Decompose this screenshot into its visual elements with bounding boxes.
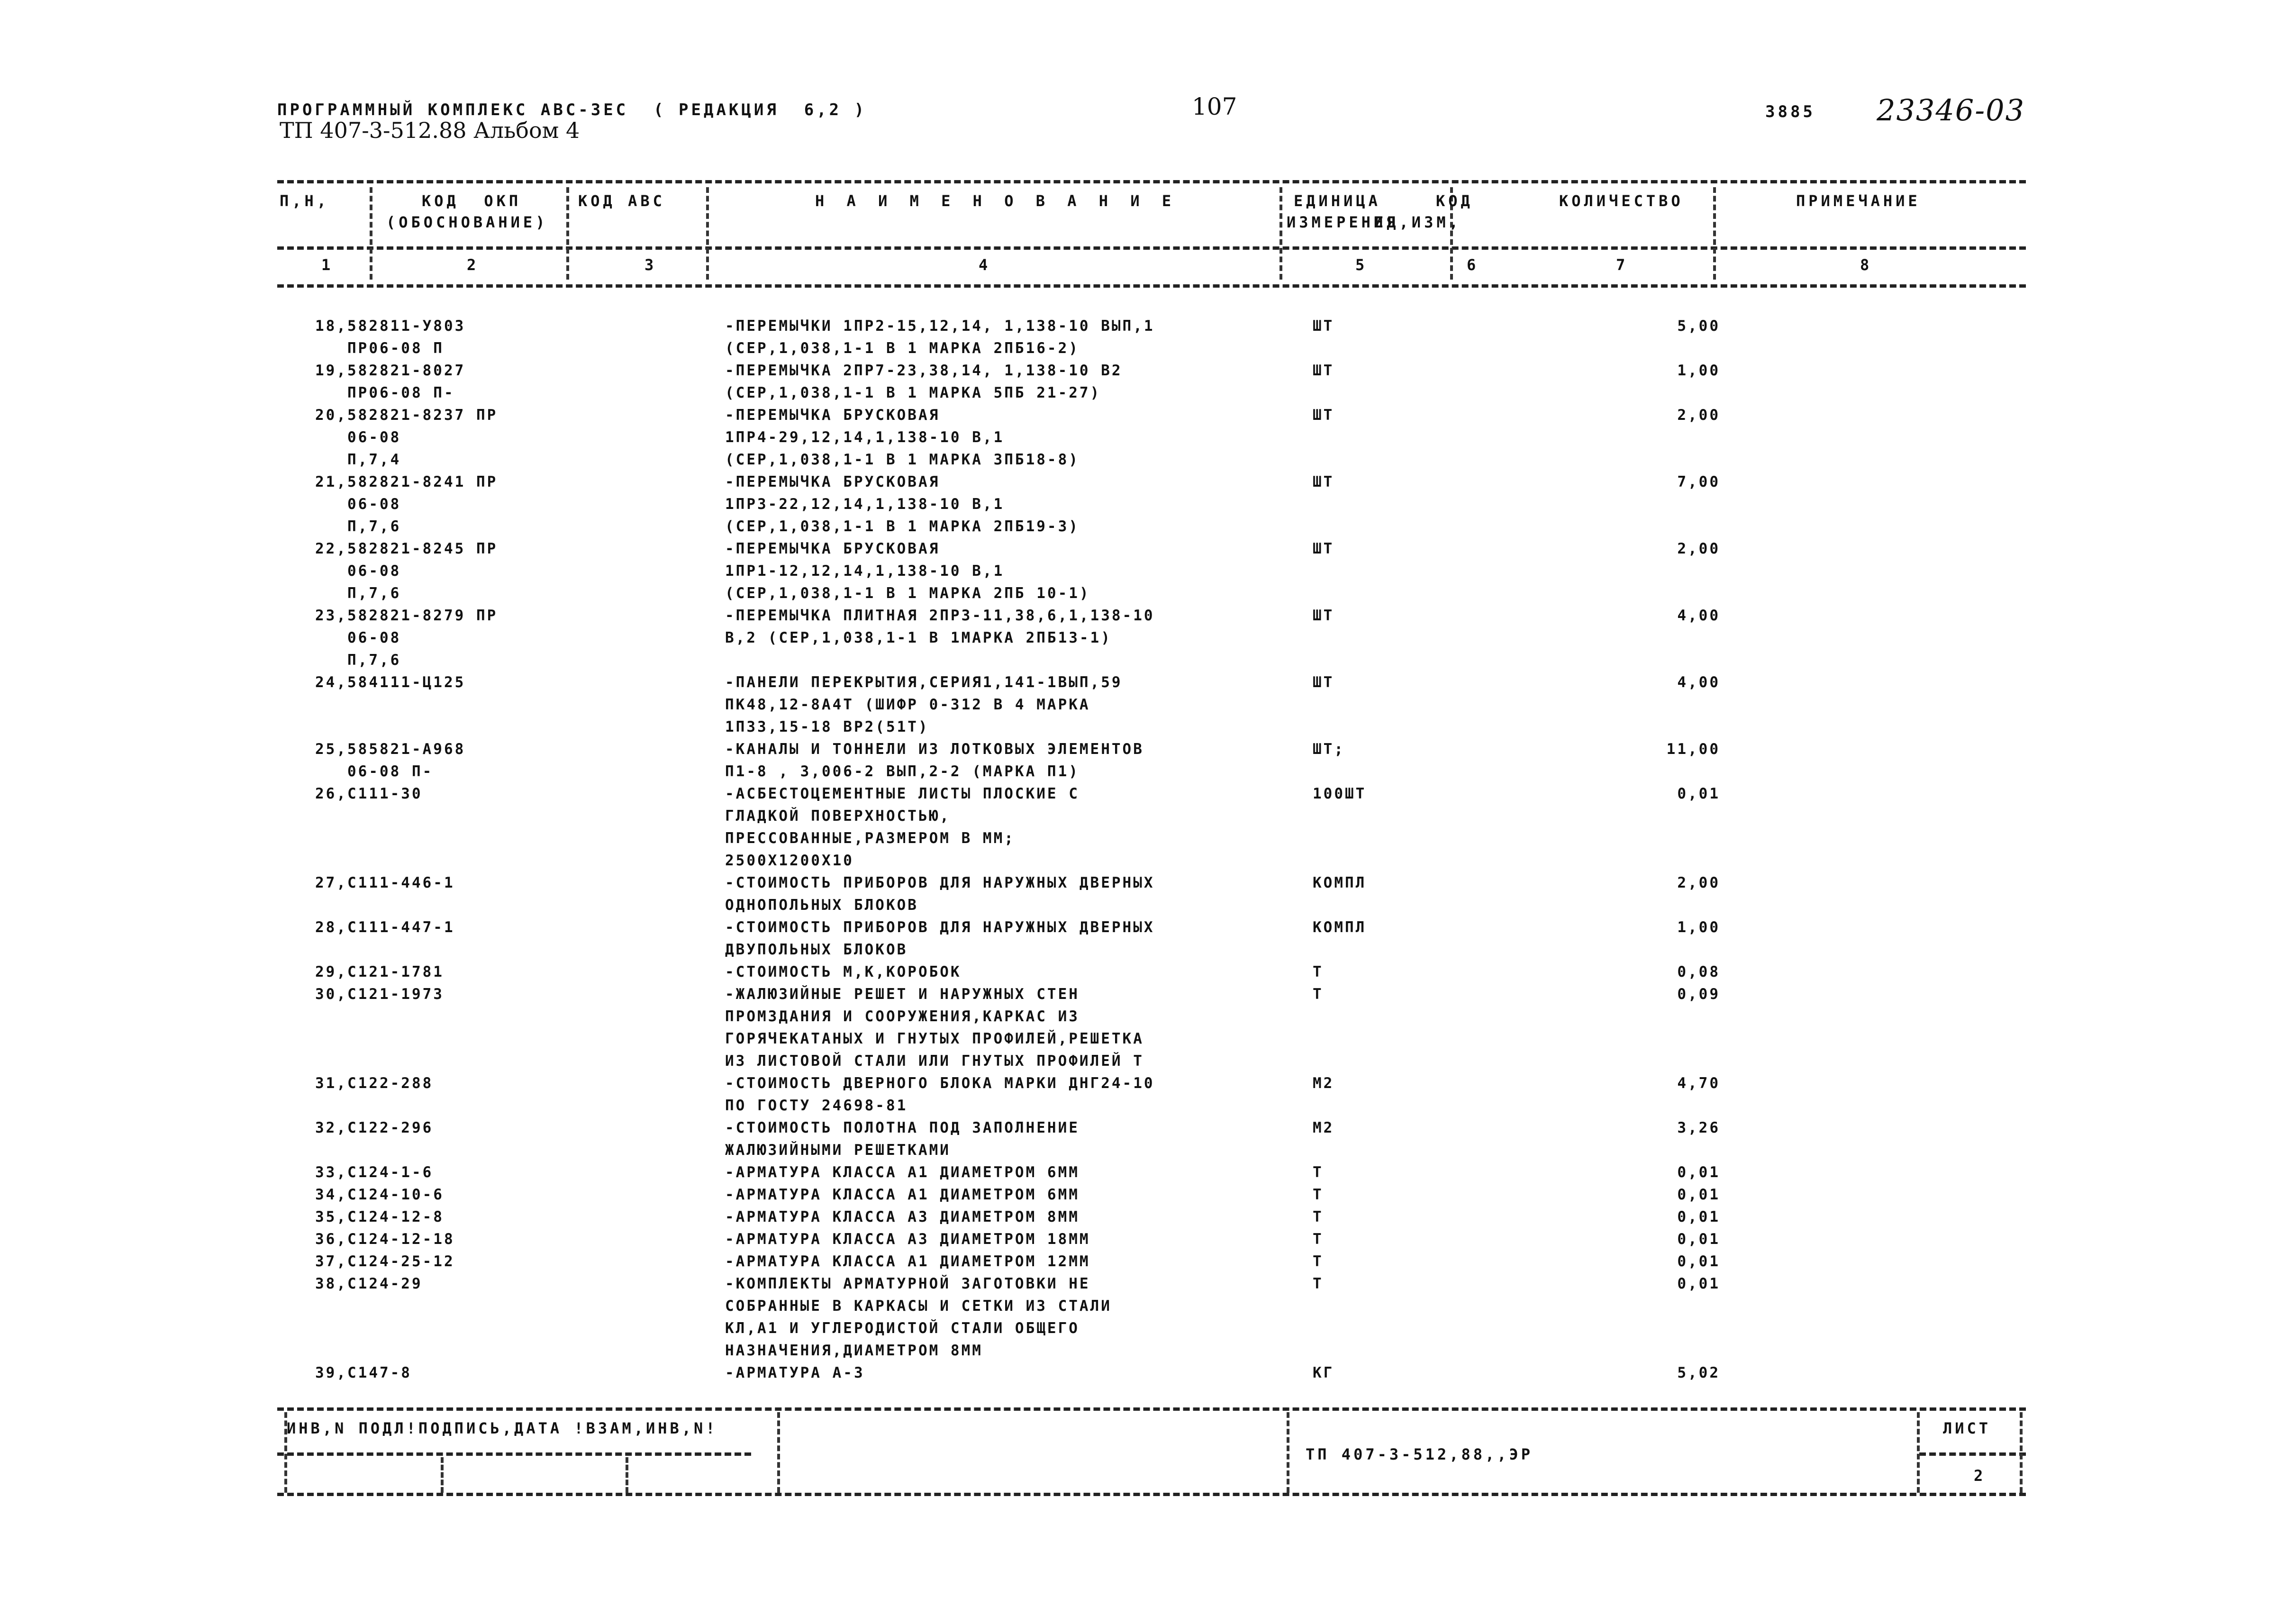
row-name-line: -СТОИМОСТЬ ДВЕРНОГО БЛОКА МАРКИ ДНГ24-10 (725, 1075, 1155, 1092)
row-code (315, 404, 498, 471)
row-unit: М2 (1313, 1119, 1334, 1136)
document-title: ТП 407-3-512.88 Альбом 4 (280, 118, 580, 143)
row-code (315, 916, 455, 939)
row-quantity: 5,02 (1677, 1364, 1720, 1381)
row-quantity: 0,01 (1677, 1164, 1720, 1181)
row-name-line: -АРМАТУРА КЛАССА А1 ДИАМЕТРОМ 6ММ (725, 1164, 1080, 1181)
row-code-line: 22,582821-8245 ПР (315, 540, 498, 557)
row-name-line: 1ПР4-29,12,14,1,138-10 В,1 (725, 429, 1005, 446)
footer-divider (2020, 1412, 2023, 1493)
stamp-labels: ИНВ,N ПОДЛ!ПОДПИСЬ,ДАТА !ВЗАМ,ИНВ,N! (287, 1419, 718, 1437)
row-name (725, 961, 962, 983)
row-quantity: 2,00 (1677, 874, 1720, 891)
row-name-line: (СЕР,1,038,1-1 В 1 МАРКА 2ПБ16-2) (725, 340, 1080, 357)
row-name-line: -ЖАЛЮЗИЙНЫЕ РЕШЕТ И НАРУЖНЫХ СТЕН (725, 986, 1080, 1003)
row-quantity: 1,00 (1677, 919, 1720, 936)
sheet-number: 2 (1974, 1467, 1986, 1485)
row-name-line: -СТОИМОСТЬ ПРИБОРОВ ДЛЯ НАРУЖНЫХ ДВЕРНЫХ (725, 919, 1155, 936)
row-name-line: 1ПР3-22,12,14,1,138-10 В,1 (725, 496, 1005, 513)
row-name-line: (СЕР,1,038,1-1 В 1 МАРКА 3ПБ18-8) (725, 451, 1080, 468)
row-name (725, 783, 1080, 872)
row-name (725, 1184, 1080, 1206)
row-quantity: 4,00 (1677, 674, 1720, 691)
row-name-line: -ПЕРЕМЫЧКА БРУСКОВАЯ (725, 540, 940, 557)
row-name-line: ИЗ ЛИСТОВОЙ СТАЛИ ИЛИ ГНУТЫХ ПРОФИЛЕЙ Т (725, 1053, 1144, 1070)
row-code-line: 06-08 (315, 496, 401, 513)
table-row (0, 1161, 2296, 1184)
table-row (0, 471, 2296, 538)
row-code-line: 37,С124-25-12 (315, 1253, 455, 1270)
row-name-line: ПО ГОСТУ 24698-81 (725, 1097, 908, 1114)
table-row (0, 916, 2296, 961)
row-code-line: 30,С121-1973 (315, 986, 444, 1003)
table-row (0, 1206, 2296, 1228)
footer-divider (1287, 1412, 1289, 1493)
row-name-line: -СТОИМОСТЬ М,К,КОРОБОК (725, 963, 962, 980)
row-name (725, 1117, 1080, 1161)
row-name (725, 738, 1144, 783)
table-row (0, 783, 2296, 872)
footer-divider (626, 1457, 628, 1493)
row-code-line: 18,582811-У803 (315, 318, 466, 335)
row-name-line: -АРМАТУРА КЛАССА А3 ДИАМЕТРОМ 8ММ (725, 1208, 1080, 1225)
table-row (0, 404, 2296, 471)
header-okp-sub: (ОБОСНОВАНИЕ) (386, 213, 548, 231)
row-code (315, 961, 444, 983)
row-code-line: 31,С122-288 (315, 1075, 434, 1092)
row-name-line: -ПЕРЕМЫЧКА БРУСКОВАЯ (725, 407, 940, 424)
row-name-line: -АРМАТУРА КЛАССА А3 ДИАМЕТРОМ 18ММ (725, 1231, 1090, 1248)
row-unit: КОМПЛ (1313, 874, 1367, 891)
row-code (315, 1228, 455, 1251)
header-unit-sub: ИЗМЕРЕНИЯ (1287, 213, 1399, 231)
row-code-line: 06-08 П- (315, 763, 434, 780)
row-unit: ШТ (1313, 318, 1334, 335)
footer-divider (1917, 1412, 1920, 1493)
row-name-line: 1ПР1-12,12,14,1,138-10 В,1 (725, 563, 1005, 580)
table-row (0, 605, 2296, 671)
row-code-line: 06-08 (315, 429, 401, 446)
document-code: 3885 (1765, 102, 1815, 121)
footer-mid-rule-right (1919, 1452, 2026, 1456)
row-code (315, 360, 465, 404)
header-abs: КОД АВС (578, 192, 665, 210)
row-code-line: 20,582821-8237 ПР (315, 407, 498, 424)
row-code-line: 26,С111-30 (315, 785, 423, 802)
row-name-line: -АРМАТУРА КЛАССА А1 ДИАМЕТРОМ 12ММ (725, 1253, 1090, 1270)
row-quantity: 4,00 (1677, 607, 1720, 624)
row-code-line: 33,С124-1-6 (315, 1164, 434, 1181)
table-row (0, 1251, 2296, 1273)
document-code-footer: ТП 407-3-512,88,,ЭР (1306, 1445, 1534, 1463)
row-code (315, 1161, 433, 1184)
table-row (0, 1184, 2296, 1206)
row-quantity: 4,70 (1677, 1075, 1720, 1092)
table-row (0, 671, 2296, 738)
row-unit: Т (1313, 1186, 1324, 1203)
row-name-line: -АСБЕСТОЦЕМЕНТНЫЕ ЛИСТЫ ПЛОСКИЕ С (725, 785, 1080, 802)
table-row (0, 738, 2296, 783)
row-code-line: 29,С121-1781 (315, 963, 444, 980)
row-name-line: ПК48,12-8А4Т (ШИФР 0-312 В 4 МАРКА (725, 696, 1090, 713)
row-name-line: (СЕР,1,038,1-1 В 1 МАРКА 2ПБ19-3) (725, 518, 1080, 535)
row-unit: ШТ (1313, 540, 1334, 557)
row-unit: Т (1313, 1208, 1324, 1225)
table-row (0, 1362, 2296, 1384)
row-code (315, 1206, 444, 1228)
row-unit: Т (1313, 1231, 1324, 1248)
row-name-line: ГОРЯЧЕКАТАНЫХ И ГНУТЫХ ПРОФИЛЕЙ,РЕШЕТКА (725, 1030, 1144, 1047)
row-code-line: П,7,6 (315, 652, 401, 669)
row-name (725, 1273, 1112, 1362)
row-unit: Т (1313, 1275, 1324, 1292)
row-code (315, 1117, 433, 1139)
row-unit: ШТ (1313, 674, 1334, 691)
table-row (0, 538, 2296, 605)
row-code-line: 23,582821-8279 ПР (315, 607, 498, 624)
row-name (725, 360, 1123, 404)
row-name-line: -ПАНЕЛИ ПЕРЕКРЫТИЯ,СЕРИЯ1,141-1ВЫП,59 (725, 674, 1123, 691)
header-pn: П,Н, (280, 192, 330, 210)
row-unit: КГ (1313, 1364, 1334, 1381)
header-name: Н А И М Е Н О В А Н И Е (815, 192, 1178, 210)
row-name (725, 916, 1155, 961)
row-unit: ШТ (1313, 607, 1334, 624)
row-name-line: -КОМПЛЕКТЫ АРМАТУРНОЙ ЗАГОТОВКИ НЕ (725, 1275, 1090, 1292)
row-code (315, 538, 498, 605)
row-name (725, 538, 1090, 605)
col-number: 5 (1355, 256, 1365, 274)
row-name (725, 1206, 1080, 1228)
row-code (315, 1072, 433, 1095)
table-row (0, 1228, 2296, 1251)
program-line: ПРОГРАММНЫЙ КОМПЛЕКС АВС-ЗЕС ( РЕДАКЦИЯ 6,2 ) (277, 100, 867, 119)
row-quantity: 0,01 (1677, 785, 1720, 802)
row-code-line: 27,С111-446-1 (315, 874, 455, 891)
header-note: ПРИМЕЧАНИЕ (1796, 192, 1921, 210)
row-name-line: КЛ,А1 И УГЛЕРОДИСТОЙ СТАЛИ ОБЩЕГО (725, 1320, 1080, 1337)
row-quantity: 0,09 (1677, 986, 1720, 1003)
row-code-line: 32,С122-296 (315, 1119, 434, 1136)
row-code (315, 1273, 423, 1295)
page-number: 107 (1192, 93, 1237, 120)
table-row (0, 983, 2296, 1072)
row-quantity: 0,01 (1677, 1208, 1720, 1225)
row-code-line: П,7,6 (315, 585, 401, 602)
col-number: 3 (644, 256, 654, 274)
col-number: 8 (1860, 256, 1869, 274)
row-name-line: ПРЕССОВАННЫЕ,РАЗМЕРОМ В ММ; (725, 830, 1015, 847)
footer-divider (777, 1412, 780, 1493)
row-code-line: П,7,4 (315, 451, 401, 468)
header-kod-sub: ЕД,ИЗМ, (1374, 213, 1461, 231)
row-quantity: 0,01 (1677, 1231, 1720, 1248)
row-code (315, 783, 423, 805)
row-code-line: 06-08 (315, 563, 401, 580)
row-name-line: П1-8 , 3,006-2 ВЫП,2-2 (МАРКА П1) (725, 763, 1080, 780)
row-name-line: (СЕР,1,038,1-1 В 1 МАРКА 2ПБ 10-1) (725, 585, 1090, 602)
row-quantity: 3,26 (1677, 1119, 1720, 1136)
footer-divider (441, 1457, 444, 1493)
row-code-line: П,7,6 (315, 518, 401, 535)
row-name-line: -АРМАТУРА А-3 (725, 1364, 865, 1381)
row-name-line: -КАНАЛЫ И ТОННЕЛИ ИЗ ЛОТКОВЫХ ЭЛЕМЕНТОВ (725, 741, 1144, 758)
row-name (725, 1072, 1155, 1117)
row-name (725, 1362, 865, 1384)
row-unit: ШТ (1313, 362, 1334, 379)
row-unit: КОМПЛ (1313, 919, 1367, 936)
col-number: 1 (321, 256, 331, 274)
row-name (725, 1251, 1090, 1273)
row-code-line: ПР06-08 П- (315, 384, 455, 401)
row-name (725, 671, 1123, 738)
row-name (725, 404, 1080, 471)
row-unit: ШТ (1313, 407, 1334, 424)
row-quantity: 0,08 (1677, 963, 1720, 980)
row-unit: Т (1313, 1164, 1324, 1181)
row-unit: ШТ (1313, 473, 1334, 490)
header-unit: ЕДИНИЦА (1294, 192, 1381, 210)
row-quantity: 0,01 (1677, 1253, 1720, 1270)
row-quantity: 1,00 (1677, 362, 1720, 379)
row-name-line: ПРОМЗДАНИЯ И СООРУЖЕНИЯ,КАРКАС ИЗ (725, 1008, 1080, 1025)
row-name-line: НАЗНАЧЕНИЯ,ДИАМЕТРОМ 8ММ (725, 1342, 983, 1359)
row-quantity: 5,00 (1677, 318, 1720, 335)
row-code-line: 06-08 (315, 629, 401, 646)
row-code (315, 315, 465, 360)
footer-top-rule (277, 1407, 2026, 1411)
row-name-line: -АРМАТУРА КЛАССА А1 ДИАМЕТРОМ 6ММ (725, 1186, 1080, 1203)
col-number: 2 (467, 256, 476, 274)
row-code-line: 25,585821-А968 (315, 741, 466, 758)
row-quantity: 11,00 (1666, 741, 1720, 758)
row-code-line: 24,584111-Ц125 (315, 674, 466, 691)
row-unit: М2 (1313, 1075, 1334, 1092)
table-row (0, 1273, 2296, 1362)
row-code-line: 38,С124-29 (315, 1275, 423, 1292)
row-code-line: 28,С111-447-1 (315, 919, 455, 936)
row-name-line: -ПЕРЕМЫЧКА 2ПР7-23,38,14, 1,138-10 В2 (725, 362, 1123, 379)
row-code (315, 671, 465, 694)
row-quantity: 0,01 (1677, 1275, 1720, 1292)
row-code (315, 872, 455, 894)
row-code-line: 19,582821-8027 (315, 362, 466, 379)
row-name (725, 315, 1155, 360)
table-row (0, 961, 2296, 983)
table-row (0, 1072, 2296, 1117)
row-name (725, 1228, 1090, 1251)
header-okp: КОД ОКП (422, 192, 522, 210)
sheet-label: ЛИСТ (1943, 1419, 1991, 1437)
row-unit: Т (1313, 1253, 1324, 1270)
row-unit: Т (1313, 986, 1324, 1003)
row-code-line: 21,582821-8241 ПР (315, 473, 498, 490)
row-name (725, 471, 1080, 538)
col-number: 7 (1616, 256, 1625, 274)
row-name-line: -ПЕРЕМЫЧКА ПЛИТНАЯ 2ПР3-11,38,6,1,138-10 (725, 607, 1155, 624)
row-unit: ШТ; (1313, 741, 1345, 758)
row-name-line: -СТОИМОСТЬ ПОЛОТНА ПОД ЗАПОЛНЕНИЕ (725, 1119, 1080, 1136)
row-code (315, 471, 498, 538)
row-unit: 100ШТ (1313, 785, 1367, 802)
col-number: 4 (979, 256, 988, 274)
row-name-line: -СТОИМОСТЬ ПРИБОРОВ ДЛЯ НАРУЖНЫХ ДВЕРНЫХ (725, 874, 1155, 891)
row-quantity: 2,00 (1677, 540, 1720, 557)
row-name-line: В,2 (СЕР,1,038,1-1 В 1МАРКА 2ПБ13-1) (725, 629, 1112, 646)
row-code-line: 34,С124-10-6 (315, 1186, 444, 1203)
row-name-line: ОДНОПОЛЬНЫХ БЛОКОВ (725, 897, 918, 914)
footer-bottom-rule (277, 1493, 2026, 1496)
row-name (725, 1161, 1080, 1184)
table-row (0, 1117, 2296, 1161)
row-name (725, 983, 1144, 1072)
row-name-line: -ПЕРЕМЫЧКА БРУСКОВАЯ (725, 473, 940, 490)
row-code (315, 1251, 455, 1273)
row-name (725, 872, 1155, 916)
footer-mid-rule (277, 1452, 751, 1456)
row-code-line: 39,С147-8 (315, 1364, 412, 1381)
row-code (315, 983, 444, 1006)
row-quantity: 0,01 (1677, 1186, 1720, 1203)
col-number: 6 (1467, 256, 1476, 274)
handwritten-number: 23346-03 (1877, 93, 2025, 127)
header-kod: КОД (1436, 192, 1473, 210)
row-code-line: 36,С124-12-18 (315, 1231, 455, 1248)
table-row (0, 872, 2296, 916)
table-row (0, 360, 2296, 404)
row-name-line: ДВУПОЛЬНЫХ БЛОКОВ (725, 941, 908, 958)
row-name-line: ГЛАДКОЙ ПОВЕРХНОСТЬЮ, (725, 808, 951, 825)
row-code (315, 605, 498, 671)
row-quantity: 2,00 (1677, 407, 1720, 424)
row-code-line: ПР06-08 П (315, 340, 444, 357)
table-row (0, 315, 2296, 360)
header-qty: КОЛИЧЕСТВО (1559, 192, 1684, 210)
row-quantity: 7,00 (1677, 473, 1720, 490)
row-name-line: ЖАЛЮЗИЙНЫМИ РЕШЕТКАМИ (725, 1142, 951, 1159)
row-name (725, 605, 1155, 649)
row-code (315, 738, 465, 783)
row-unit: Т (1313, 963, 1324, 980)
row-code (315, 1184, 444, 1206)
row-name-line: 1П33,15-18 ВР2(51Т) (725, 718, 929, 735)
row-code (315, 1362, 412, 1384)
row-name-line: -ПЕРЕМЫЧКИ 1ПР2-15,12,14, 1,138-10 ВЫП,1 (725, 318, 1155, 335)
row-name-line: (СЕР,1,038,1-1 В 1 МАРКА 5ПБ 21-27) (725, 384, 1101, 401)
row-code-line: 35,С124-12-8 (315, 1208, 444, 1225)
row-name-line: 2500Х1200Х10 (725, 852, 854, 869)
row-name-line: СОБРАННЫЕ В КАРКАСЫ И СЕТКИ ИЗ СТАЛИ (725, 1298, 1112, 1315)
